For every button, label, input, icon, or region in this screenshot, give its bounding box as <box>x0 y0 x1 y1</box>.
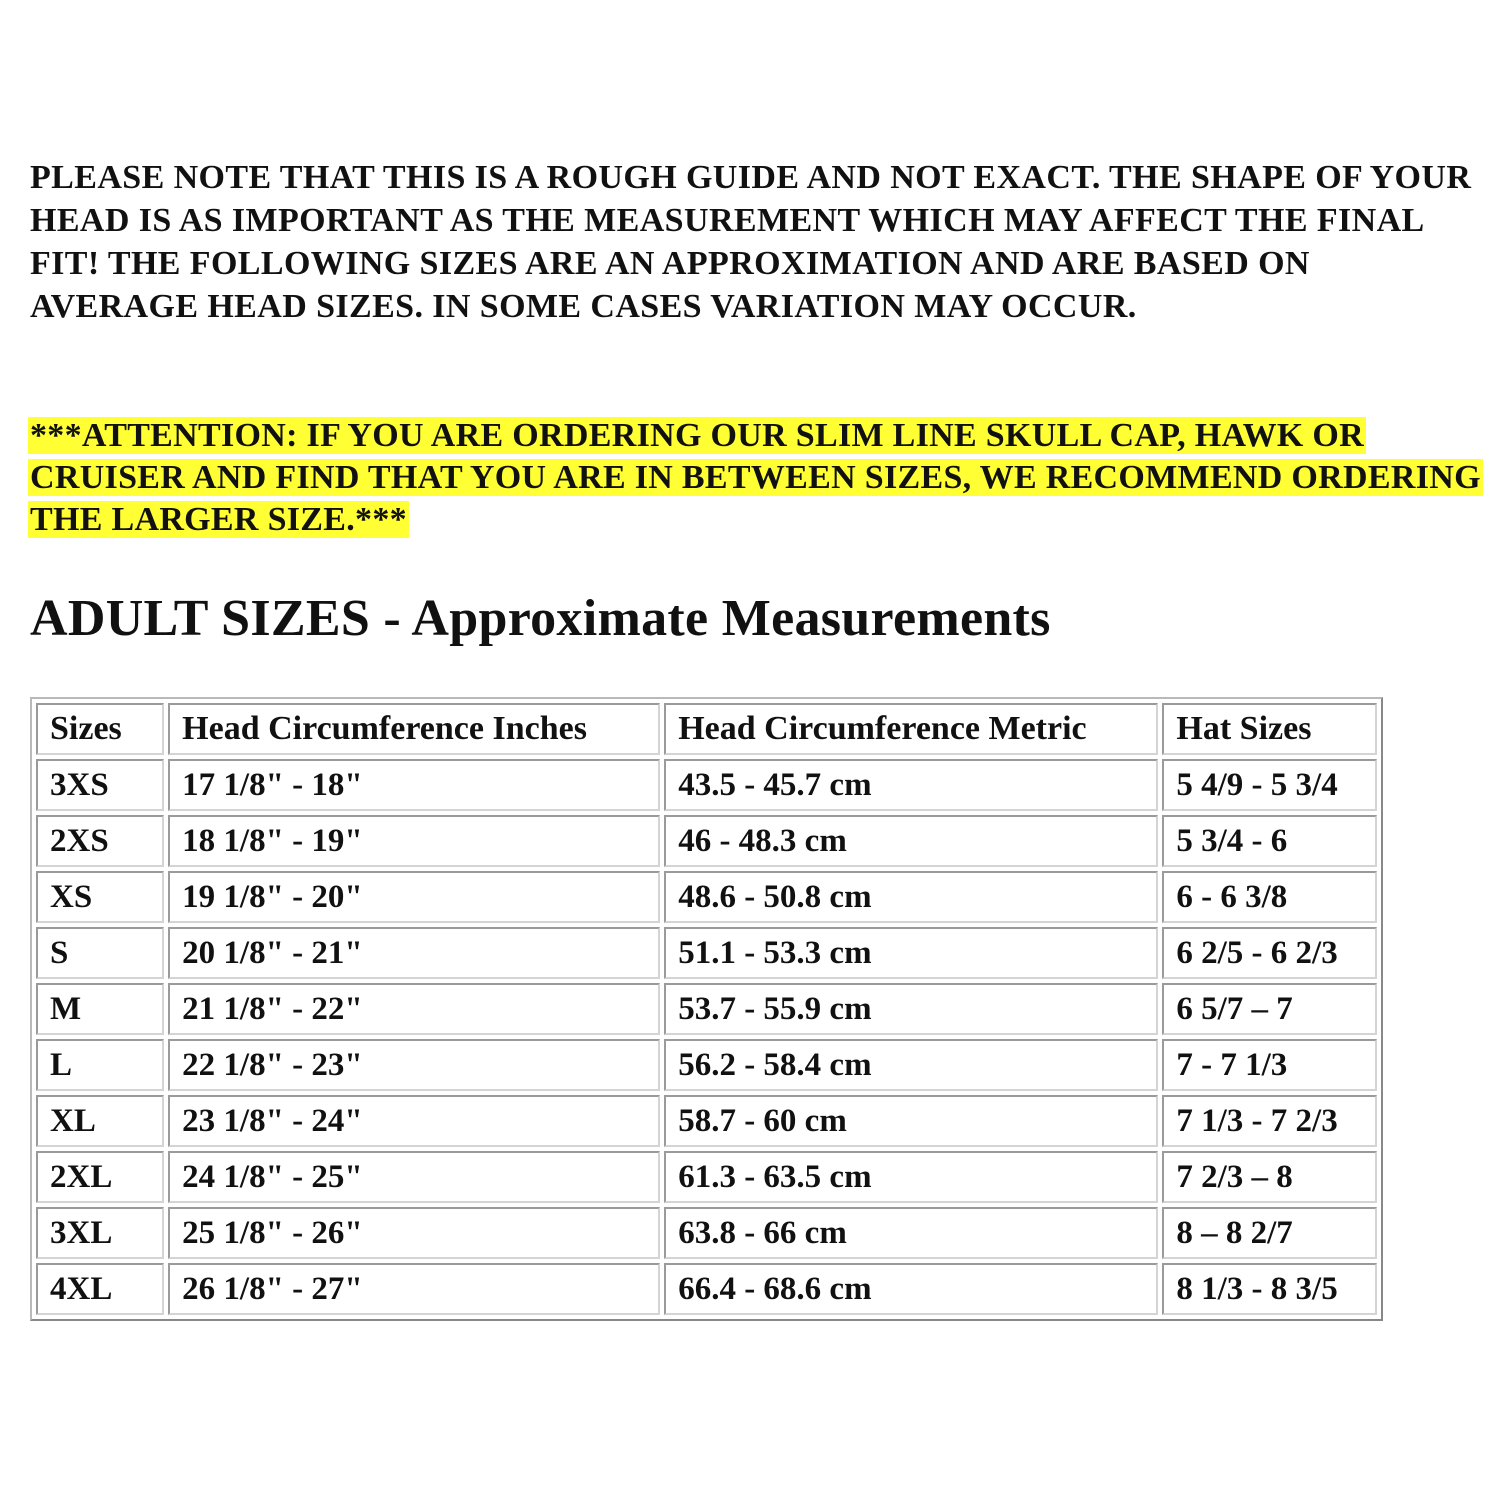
metric-cell: 48.6 - 50.8 cm <box>664 871 1158 923</box>
table-row <box>36 1151 1377 1203</box>
size-cell: XL <box>36 1095 164 1147</box>
table-row <box>36 759 1377 811</box>
size-cell: S <box>36 927 164 979</box>
inches-cell: 19 1/8" - 20" <box>168 871 660 923</box>
metric-cell: 56.2 - 58.4 cm <box>664 1039 1158 1091</box>
metric-cell: 53.7 - 55.9 cm <box>664 983 1158 1035</box>
hat-size-cell: 5 4/9 - 5 3/4 <box>1162 759 1377 811</box>
hat-size-cell: 6 - 6 3/8 <box>1162 871 1377 923</box>
metric-cell: 63.8 - 66 cm <box>664 1207 1158 1259</box>
hat-size-cell: 6 5/7 – 7 <box>1162 983 1377 1035</box>
fit-disclaimer: PLEASE NOTE THAT THIS IS A ROUGH GUIDE AND NOT EXACT. THE SHAPE OF YOUR HEAD IS AS IMPORTANT AS THE MEASUREMENT WHICH MAY AFFECT THE FINAL FIT! THE FOLLOWING SIZES ARE AN APPROXIMATION AND ARE BASED ON AVERAGE HEAD SIZES. IN SOME CASES VARIATION MAY OCCUR. <box>30 159 1472 325</box>
inches-cell: 18 1/8" - 19" <box>168 815 660 867</box>
column-header-metric: Head Circumference Metric <box>664 703 1158 755</box>
metric-cell: 43.5 - 45.7 cm <box>664 759 1158 811</box>
metric-cell: 61.3 - 63.5 cm <box>664 1151 1158 1203</box>
column-header-inches: Head Circumference Inches <box>168 703 660 755</box>
size-cell: 3XL <box>36 1207 164 1259</box>
table-row <box>36 983 1377 1035</box>
metric-cell: 51.1 - 53.3 cm <box>664 927 1158 979</box>
hat-size-cell: 8 – 8 2/7 <box>1162 1207 1377 1259</box>
inches-cell: 23 1/8" - 24" <box>168 1095 660 1147</box>
hat-size-cell: 8 1/3 - 8 3/5 <box>1162 1263 1377 1315</box>
size-cell: 2XS <box>36 815 164 867</box>
inches-cell: 26 1/8" - 27" <box>168 1263 660 1315</box>
table-row <box>36 815 1377 867</box>
table-row <box>36 871 1377 923</box>
size-cell: 2XL <box>36 1151 164 1203</box>
size-cell: 4XL <box>36 1263 164 1315</box>
hat-size-cell: 5 3/4 - 6 <box>1162 815 1377 867</box>
table-row <box>36 1039 1377 1091</box>
size-cell: L <box>36 1039 164 1091</box>
metric-cell: 58.7 - 60 cm <box>664 1095 1158 1147</box>
inches-cell: 25 1/8" - 26" <box>168 1207 660 1259</box>
size-cell: M <box>36 983 164 1035</box>
column-header-hat-sizes: Hat Sizes <box>1162 703 1377 755</box>
table-row <box>36 927 1377 979</box>
inches-cell: 24 1/8" - 25" <box>168 1151 660 1203</box>
size-cell: 3XS <box>36 759 164 811</box>
table-header-row <box>36 703 1377 755</box>
page-title: ADULT SIZES - Approximate Measurements <box>30 590 1051 647</box>
inches-cell: 22 1/8" - 23" <box>168 1039 660 1091</box>
size-cell: XS <box>36 871 164 923</box>
metric-cell: 46 - 48.3 cm <box>664 815 1158 867</box>
attention-highlight: ***ATTENTION: IF YOU ARE ORDERING OUR SLIM LINE SKULL CAP, HAWK OR CRUISER AND FIND THAT YOU ARE IN BETWEEN SIZES, WE RECOMMEND ORDERING THE LARGER SIZE.*** <box>30 417 1481 538</box>
size-chart-table <box>30 697 1383 1321</box>
hat-size-cell: 7 - 7 1/3 <box>1162 1039 1377 1091</box>
hat-size-cell: 7 2/3 – 8 <box>1162 1151 1377 1203</box>
hat-size-cell: 7 1/3 - 7 2/3 <box>1162 1095 1377 1147</box>
metric-cell: 66.4 - 68.6 cm <box>664 1263 1158 1315</box>
table-row <box>36 1207 1377 1259</box>
inches-cell: 20 1/8" - 21" <box>168 927 660 979</box>
inches-cell: 21 1/8" - 22" <box>168 983 660 1035</box>
inches-cell: 17 1/8" - 18" <box>168 759 660 811</box>
table-row <box>36 1095 1377 1147</box>
hat-size-cell: 6 2/5 - 6 2/3 <box>1162 927 1377 979</box>
column-header-sizes: Sizes <box>36 703 164 755</box>
table-row <box>36 1263 1377 1315</box>
attention-notice <box>28 415 1488 541</box>
